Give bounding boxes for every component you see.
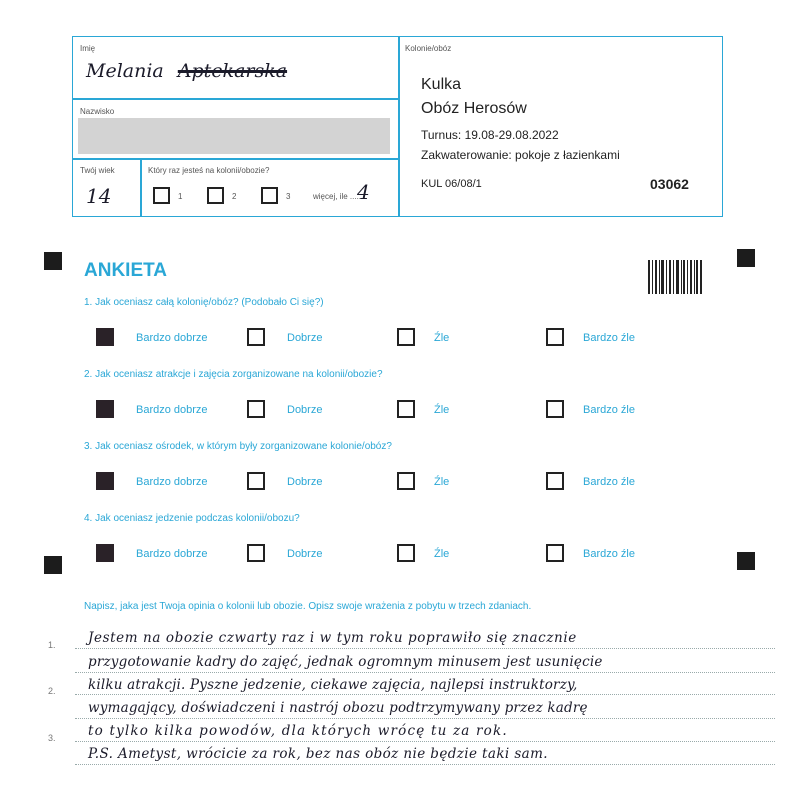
opinion-line-5: to tylko kilka powodów, dla których wrócę tu za rok. [88, 723, 508, 739]
imie-scribble: Aptekarska [177, 60, 288, 82]
ktory-raz-checkbox-1[interactable] [153, 187, 170, 204]
q2-option-bardzo-zle: Bardzo źle [583, 404, 635, 416]
alignment-marker-top-left [44, 252, 62, 270]
q4-option-dobrze-checkbox[interactable] [247, 544, 265, 562]
line-number-3: 3. [48, 733, 56, 743]
nazwisko-redacted [78, 118, 390, 154]
q1-option-dobrze-checkbox[interactable] [247, 328, 265, 346]
dotted-line-4 [75, 718, 775, 719]
q4-option-zle: Źle [434, 548, 450, 560]
dotted-line-1 [75, 648, 775, 649]
q3-option-bardzo-zle-checkbox[interactable] [546, 472, 564, 490]
ktory-raz-option-2: 2 [232, 192, 237, 201]
q4-option-dobrze: Dobrze [287, 548, 323, 560]
q3-option-dobrze-checkbox[interactable] [247, 472, 265, 490]
wiecej-label: więcej, ile ....... [313, 192, 366, 201]
q1-option-bardzo-zle-checkbox[interactable] [546, 328, 564, 346]
q1-option-bardzo-dobrze: Bardzo dobrze [136, 332, 208, 344]
q1-option-dobrze: Dobrze [287, 332, 323, 344]
dotted-line-5 [75, 741, 775, 742]
opinion-prompt: Napisz, jaka jest Twoja opinia o kolonii lub obozie. Opisz swoje wrażenia z pobytu w trzech zdaniach. [84, 601, 532, 612]
question-2: 2. Jak oceniasz atrakcje i zajęcia zorganizowane na kolonii/obozie? [84, 369, 383, 380]
turnus: Turnus: 19.08-29.08.2022 [421, 128, 559, 142]
q2-option-dobrze-checkbox[interactable] [247, 400, 265, 418]
q2-option-bardzo-zle-checkbox[interactable] [546, 400, 564, 418]
q3-option-bardzo-dobrze: Bardzo dobrze [136, 476, 208, 488]
alignment-marker-bottom-left [44, 556, 62, 574]
imie-value [86, 60, 287, 82]
wiek-label: Twój wiek [80, 166, 115, 175]
q2-option-dobrze: Dobrze [287, 404, 323, 416]
alignment-marker-top-right [737, 249, 755, 267]
q3-option-bardzo-dobrze-checkbox[interactable] [96, 472, 114, 490]
ankieta-title: ANKIETA [84, 260, 168, 281]
line-number-1: 1. [48, 640, 56, 650]
opinion-line-6: P.S. Ametyst, wrócicie za rok, bez nas obóz nie będzie taki sam. [88, 746, 548, 762]
opinion-line-1: Jestem na obozie czwarty raz i w tym roku poprawiło się znacznie [88, 630, 577, 646]
header-divider-vertical [398, 36, 400, 217]
q4-option-bardzo-zle: Bardzo źle [583, 548, 635, 560]
divider-nazwisko [72, 158, 399, 160]
q1-option-zle-checkbox[interactable] [397, 328, 415, 346]
barcode [648, 260, 702, 294]
q4-option-bardzo-dobrze-checkbox[interactable] [96, 544, 114, 562]
divider-imie [72, 98, 399, 100]
question-1: 1. Jak oceniasz całą kolonię/obóz? (Podobało Ci się?) [84, 297, 324, 308]
q3-option-dobrze: Dobrze [287, 476, 323, 488]
nazwisko-label: Nazwisko [80, 107, 115, 116]
opinion-line-4: wymagający, doświadczeni i nastrój obozu podtrzymywany przez kadrę [88, 700, 588, 716]
wiecej-value: 4 [357, 180, 370, 204]
dotted-line-6 [75, 764, 775, 765]
divider-wiek [140, 158, 142, 217]
q4-option-bardzo-dobrze: Bardzo dobrze [136, 548, 208, 560]
q4-option-bardzo-zle-checkbox[interactable] [546, 544, 564, 562]
opinion-line-2: przygotowanie kadry do zajęć, jednak ogromnym minusem jest usunięcie [88, 654, 603, 670]
q1-option-bardzo-zle: Bardzo źle [583, 332, 635, 344]
ktory-raz-label: Który raz jesteś na kolonii/obozie? [148, 166, 270, 175]
ktory-raz-checkbox-3[interactable] [261, 187, 278, 204]
zakwaterowanie: Zakwaterowanie: pokoje z łazienkami [421, 148, 620, 162]
q2-option-zle: Źle [434, 404, 450, 416]
question-3: 3. Jak oceniasz ośrodek, w którym były zorganizowane kolonie/obóz? [84, 441, 392, 452]
line-number-2: 2. [48, 686, 56, 696]
q3-option-zle: Źle [434, 476, 450, 488]
q2-option-zle-checkbox[interactable] [397, 400, 415, 418]
dotted-line-2 [75, 672, 775, 673]
alignment-marker-bottom-right [737, 552, 755, 570]
kod: KUL 06/08/1 [421, 178, 482, 190]
imie-label: Imię [80, 44, 96, 53]
opinion-line-3: kilku atrakcji. Pyszne jedzenie, ciekawe zajęcia, najlepsi instruktorzy, [88, 677, 578, 693]
question-4: 4. Jak oceniasz jedzenie podczas kolonii/obozu? [84, 513, 300, 524]
kolonia-label: Kolonie/obóz [405, 44, 452, 53]
imie-first: Melania [86, 60, 164, 82]
ktory-raz-checkbox-2[interactable] [207, 187, 224, 204]
ktory-raz-option-1: 1 [178, 192, 183, 201]
wiek-value: 14 [86, 184, 112, 208]
oboz-name: Obóz Herosów [421, 100, 527, 117]
q2-option-bardzo-dobrze: Bardzo dobrze [136, 404, 208, 416]
q3-option-zle-checkbox[interactable] [397, 472, 415, 490]
numer: 03062 [650, 176, 689, 192]
q1-option-zle: Źle [434, 332, 450, 344]
q3-option-bardzo-zle: Bardzo źle [583, 476, 635, 488]
kolonia-name: Kulka [421, 76, 462, 93]
q2-option-bardzo-dobrze-checkbox[interactable] [96, 400, 114, 418]
dotted-line-3 [75, 694, 775, 695]
ktory-raz-option-3: 3 [286, 192, 291, 201]
q1-option-bardzo-dobrze-checkbox[interactable] [96, 328, 114, 346]
q4-option-zle-checkbox[interactable] [397, 544, 415, 562]
